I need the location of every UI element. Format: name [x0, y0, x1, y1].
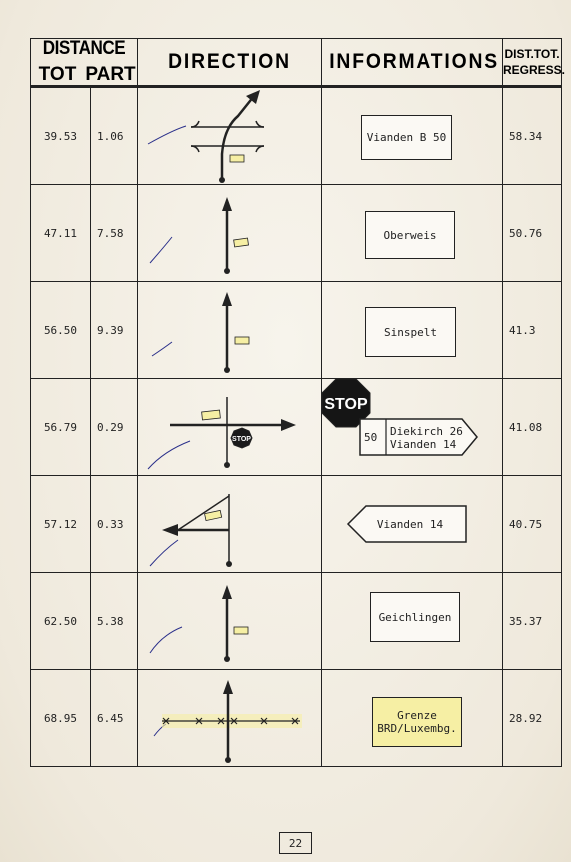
table-row [31, 185, 562, 282]
table-row [31, 87, 562, 185]
straight-diagram [138, 282, 322, 378]
regress-cell: 58.34 [503, 87, 562, 185]
regress-cell: 41.08 [503, 379, 562, 476]
direction-cell [138, 282, 322, 379]
small-stop-label: STOP [232, 436, 251, 443]
direction-cell [138, 476, 322, 573]
part-label: PART [85, 64, 136, 85]
border-sign-line2: BRD/Luxembg. [377, 722, 457, 735]
direction-cell [138, 573, 322, 670]
regress-cell: 41.3 [503, 282, 562, 379]
direction-cell [138, 670, 322, 767]
page-number: 22 [279, 832, 312, 854]
border-sign-line1: Grenze [397, 709, 437, 722]
table-row [31, 573, 562, 670]
distance-label: DISTANCE [42, 38, 126, 59]
part-cell: 6.45 [91, 670, 138, 767]
part-cell: 5.38 [91, 573, 138, 670]
roadbook-table [30, 38, 566, 767]
part-cell: 0.33 [91, 476, 138, 573]
tot-label: TOT [38, 64, 77, 85]
place-sign: Oberweis [365, 211, 455, 259]
straight-diagram [138, 185, 322, 281]
junction-diagram [138, 88, 322, 184]
regress-line1: DIST.TOT. [504, 47, 560, 61]
border-sign [372, 697, 462, 747]
distance-header [31, 39, 138, 87]
tot-cell: 47.11 [31, 185, 91, 282]
part-cell: 1.06 [91, 87, 138, 185]
right-turn-diagram [138, 379, 322, 475]
informations-cell [322, 379, 503, 476]
informations-cell [322, 185, 503, 282]
table-row [31, 379, 562, 476]
route-number: 50 [364, 431, 378, 444]
border-crossing-diagram [138, 670, 322, 766]
regress-line2: REGRESS. [503, 63, 566, 77]
direction-cell [138, 379, 322, 476]
tot-cell: 62.50 [31, 573, 91, 670]
direction-cell [138, 87, 322, 185]
direction-sign [322, 476, 503, 572]
place-sign: Vianden B 50 [361, 115, 452, 160]
part-cell: 0.29 [91, 379, 138, 476]
informations-cell [322, 573, 503, 670]
stop-sign-label: STOP [324, 396, 368, 413]
regress-cell: 50.76 [503, 185, 562, 282]
direction-line2: Vianden 14 [390, 438, 457, 451]
informations-cell [322, 87, 503, 185]
tot-cell: 56.50 [31, 282, 91, 379]
tot-cell: 56.79 [31, 379, 91, 476]
direction-line1: Diekirch 26 [390, 425, 463, 438]
direction-label: Vianden 14 [376, 518, 444, 531]
stop-and-direction-signs [322, 379, 503, 475]
direction-header: DIRECTION [138, 39, 322, 87]
tot-cell: 39.53 [31, 87, 91, 185]
part-cell: 9.39 [91, 282, 138, 379]
informations-cell [322, 670, 503, 767]
informations-cell [322, 476, 503, 573]
regress-cell: 28.92 [503, 670, 562, 767]
place-sign: Sinspelt [365, 307, 456, 357]
table-header [31, 39, 562, 87]
tot-cell: 68.95 [31, 670, 91, 767]
direction-cell [138, 185, 322, 282]
table-row [31, 282, 562, 379]
straight-diagram [138, 573, 322, 669]
place-sign: Geichlingen [370, 592, 460, 642]
table-row [31, 476, 562, 573]
regress-cell: 40.75 [503, 476, 562, 573]
table-row [31, 670, 562, 767]
informations-header: INFORMATIONS [322, 39, 503, 87]
regress-cell: 35.37 [503, 573, 562, 670]
regress-header [503, 39, 566, 87]
left-turn-diagram [138, 476, 322, 572]
tot-cell: 57.12 [31, 476, 91, 573]
informations-cell [322, 282, 503, 379]
part-cell: 7.58 [91, 185, 138, 282]
